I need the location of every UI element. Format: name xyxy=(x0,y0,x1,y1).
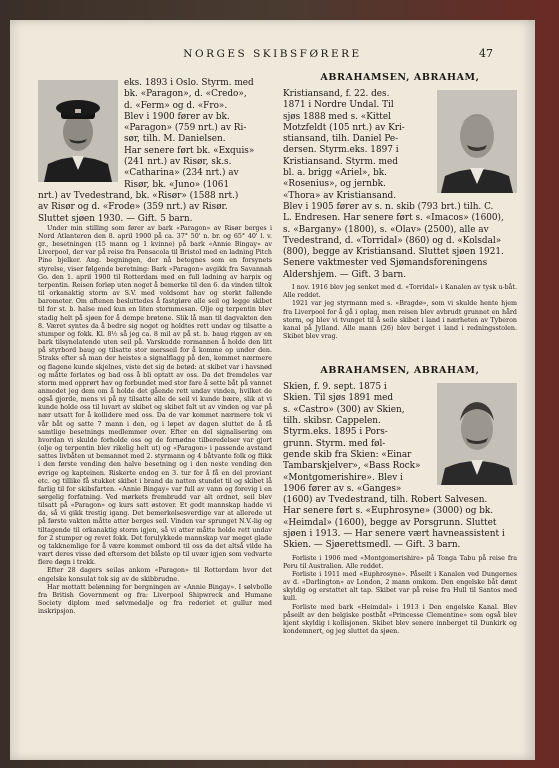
line: Blev i 1905 fører av s. n. skib (793 brt.) tilh. C. xyxy=(283,201,494,212)
page-header xyxy=(10,48,535,64)
line: «Heimdal» (1600), begge av Porsgrunn. Sluttet xyxy=(283,517,497,528)
line: (241 nrt.) av Risør, sk.s. xyxy=(124,157,232,168)
line: av Risør og d. «Frode» (359 nrt.) av Risør. xyxy=(38,202,228,213)
line: «Paragon» (759 nrt.) av Ri- xyxy=(124,123,247,134)
line: sjøen i 1913. — Har senere vært havneassistent i xyxy=(283,529,505,539)
line: 1906 fører av s. «Ganges» xyxy=(283,483,402,494)
note-paragraph: I nov. 1916 blev jeg senket med d. «Torridal» i Kanalen av tysk u-båt. Alle reddet. xyxy=(283,284,517,300)
line: «Montgomerishire». Blev i xyxy=(283,472,403,483)
line: s. «Castro» (300) av Skien, xyxy=(283,404,405,415)
entry-name-heading: ABRAHAMSEN, ABRAHAM, xyxy=(320,365,480,377)
entry-name-heading: ABRAHAMSEN, ABRAHAM, xyxy=(320,72,480,83)
line: eks. 1893 i Oslo. Styrm. med xyxy=(124,78,254,88)
line: «Catharina» (234 nrt.) av xyxy=(124,168,239,179)
portrait-abrahamsen-skien xyxy=(437,383,517,485)
line: Aldershjem. — Gift. 3 barn. xyxy=(283,269,407,280)
narrative-paragraph: Har mottatt belønning for bergningen av «Annie Bingay». I sølvbolle fra British Government og fra: Liverpool Shipwreck and Humane Society diplom med sølvmedalje og fra rederiet et gullur med inskripsjon. xyxy=(38,583,272,616)
line: Risør, bk. «Juno» (1061 xyxy=(124,179,230,190)
page-number: 47 xyxy=(479,47,493,60)
line: Sluttet sjøen 1930. — Gift. 5 barn. xyxy=(38,213,193,224)
line: sjøs 1888 med s. «Kittel xyxy=(283,111,391,122)
line: Senere vaktmester ved Sjømandsforeningens xyxy=(283,258,488,269)
line: nrt.) av Tvedestrand, bk. «Risør» (1588 nrt.) xyxy=(38,190,239,201)
note-paragraph: 1921 var jeg styrmann med s. «Bragdø», som vi skulde hente hjem fra Liverpool for å gå i oplag, men reisen blev avbrudt grunnet en hård storm, og blev vi tvunget til å seile skibet i land i nærheten av Tyberon kanal på Jylland. Alle mann (26) blev berget i land i redningsstolen. Skibet blev vrag. xyxy=(283,300,517,340)
narrative-paragraph: Efter 28 dagers seilas ankom «Paragon» til Rotterdam hvor det engelske konsulat tok sig av de skibbrudne. xyxy=(38,567,272,583)
line: Har senere ført bk. «Exquis» xyxy=(124,145,255,156)
line: «Rosenius», og jernbk. xyxy=(283,179,386,190)
line: (800), begge av Kristiansand. Sluttet sjøen 1921. xyxy=(283,247,504,258)
right-column xyxy=(283,72,517,636)
line: d. «Ferm» og d. «Fro». xyxy=(124,100,228,111)
line: sør, tilh. M. Danielsen. xyxy=(124,134,226,145)
line: dersen. Styrm.eks. 1897 i xyxy=(283,145,399,156)
line: Skien. Til sjøs 1891 med xyxy=(283,393,394,404)
line: Tvedestrand, d. «Torridal» (860) og d. «Kolsdal» xyxy=(283,235,502,246)
line: Styrm.eks. 1895 i Pors- xyxy=(283,427,388,438)
line: Blev i 1900 fører av bk. xyxy=(124,111,230,122)
line: grunn. Styrm. med føl- xyxy=(283,438,386,449)
line: s. «Bargany» (1800), s. «Olav» (2500), alle av xyxy=(283,224,489,235)
line: 1871 i Nordre Undal. Til xyxy=(283,100,394,111)
line: Skien, f. 9. sept. 1875 i xyxy=(283,382,387,393)
line: stiansand, tilh. Daniel Pe- xyxy=(283,134,399,145)
left-column xyxy=(38,78,272,616)
note-paragraph: Forliste med bark «Heimdal» i 1913 i Den engelske Kanal. Blev påseilt av den belgiske postbåt «Princesse Clementine» som også blev kjent skyldig i kollisjonen. Skibet blev senere innberget til Dunkirk og kondemnert, og jeg sluttet da sjøen. xyxy=(283,603,517,635)
note-paragraph: Forliste i 1911 med «Euphrosyne». Påseilt i Kanalen ved Dungernes av d. «Darlington» av London, 2 mann omkom. Den engelske båt dømt skyldig og erstattet alt tap. Skibet var på reise fra Hull til Santos med kull. xyxy=(283,570,517,603)
line: gende skib fra Skien: «Einar xyxy=(283,449,412,460)
line: «Thora» av Kristiansand. xyxy=(283,190,397,201)
line: (1600) av Tvedestrand, tilh. Robert Salvesen. xyxy=(283,495,488,506)
line: Tambarskjelver», «Bass Rock» xyxy=(283,461,421,472)
line: bl. a. brigg «Ariel», bk. xyxy=(283,168,388,179)
line: L. Endresen. Har senere ført s. «Imacos» (1600), xyxy=(283,213,504,224)
line: Skien. — Sjøerettsmedl. — Gift. 3 barn. xyxy=(283,540,461,551)
line: Har senere ført s. «Euphrosyne» (3000) og bk. xyxy=(283,506,494,517)
note-paragraph: Forliste i 1906 med «Montgomerishire» på Tonga Tabu på reise fra Peru til Australien. Alle reddet. xyxy=(283,554,517,570)
line: tilh. skibsr. Cappelen. xyxy=(283,416,381,427)
running-head: NORGES SKIBSFØRERE xyxy=(183,48,362,60)
narrative-paragraph: Under min stilling som fører av bark «Paragon» av Risør berges i Nord Atlanteren den 8. april 1900 på ca. 37° 50' n. br. og 65° 40' l. v. gr., besetningen (15 mann og 1 kvinne) på bark «Annie Bingay» av Liverpool, der var på reise fra Pensacola til Bristol med en ladning Pitch Pine bjelker. Ang. begningen, der nå betegnes som en forsynets styrelse, viser følgende beretning: Bark «Paragon» avgikk fra Savannah Go. den 1. april 1900 til Rotterdam med en full ladning av harpix og terpentin. Reisen forløp uten noget å bemerke til den 6. da vinden tiltok til orkanaktig storm av S.V. med voldsomt hav og sterkt fallende barometer. Om aftenen besluttedes å fastgiøre alle seil og legge skibet til for st. b. halse med kun en liten stormmesan. Olje og terpentin blev stadig helt på sjøen for å dempe brøtene. Slik lå man til dagvakten den 8. Været syntes da å bedre sig noget og holdtes rett undav og tilsatte a stumper og fokk. Kl. 8½ så jeg ca. 8 mil av på st. b. baug riggen av en bark tilsynelatende uten seil på. Varskudde rormannen å holde den litt på styrbord baug og tilsatte stor mersseil for å komme op under den. Straks efter så man der heistes a signalflagg på den, kommet nærmere og flagene kunde skjelnes, viste det sig de betød: at skibet var i havsnød og måtte forlates og bad oss å bli optatt av oss. Da det fremdeles var storm med opprørt hav og forbundet med stor fare å sette båt på vannet anmodet jeg dem om å holde det gående rett undav vinden, hvilket de også gjorde, mens vi på ny tilsatte alle de seil vi kunde bære, slik at vi kunde holde oss til luvart av skibet og skibet falt ut av vinden og var på nær utsatt for å kollidere med oss. Da de var kommet nærmere tok vi vår båt og satte 7 mann i den, og i løpet av dagen sluttet de å få samtlige besetnings medlemmer over. Efter en del signalisering om hvordan vi skulde forholde oss og de fornødne tilberedelser var gjort (olje og terpentin blev rikelig helt ut) og «Paragon» i passende avstand sattes livbåten ut bemannet med 2. styrmann og 4 båtvante folk og flikk i den første vending den halve besetning og i den neste vending den øvrige og kapteinen. Riskerte endog en 3. tur for å få en del proviant etc. og tillike få stukket skibet i brand da natten stundet til og skibet lå farlig til for skibsfarten. «Annie Bingay» var full av vann og forevig i en sørgelig forfatning. Ved mørkets frembrudd var alt ordnet, seil blev tilsatt på «Paragon» og kurs satt østover. Et godt mannskap hadde vi da, så vi gikk trestig igang. Det bemerkelsesverdige var at allerede ut på første vakten måtte atter berges seil. Vinden var sprunget N.V.-lig og tiltagende til orkanaktig storm igjen, så vi atter måtte holde rett undav for 2 stumper og revet fokk. Det forulykkede mannskap var meget glade og takknemlige for å være kommet ombord til oss da det altså vilde ha vært deres visse død eftersom det blåste op til uvær igjen som vedvarte flere døgn i trekk. xyxy=(38,224,272,567)
line: Kristiansand. Styrm. med xyxy=(283,156,398,167)
line: Motzfeldt (105 nrt.) av Kri- xyxy=(283,122,405,133)
portrait-captain-left xyxy=(38,80,118,182)
line: Kristiansand, f. 22. des. xyxy=(283,89,390,99)
line: bk. «Paragon», d. «Credo», xyxy=(124,89,247,100)
page xyxy=(10,20,535,760)
portrait-abrahamsen-kristiansand xyxy=(437,90,517,193)
